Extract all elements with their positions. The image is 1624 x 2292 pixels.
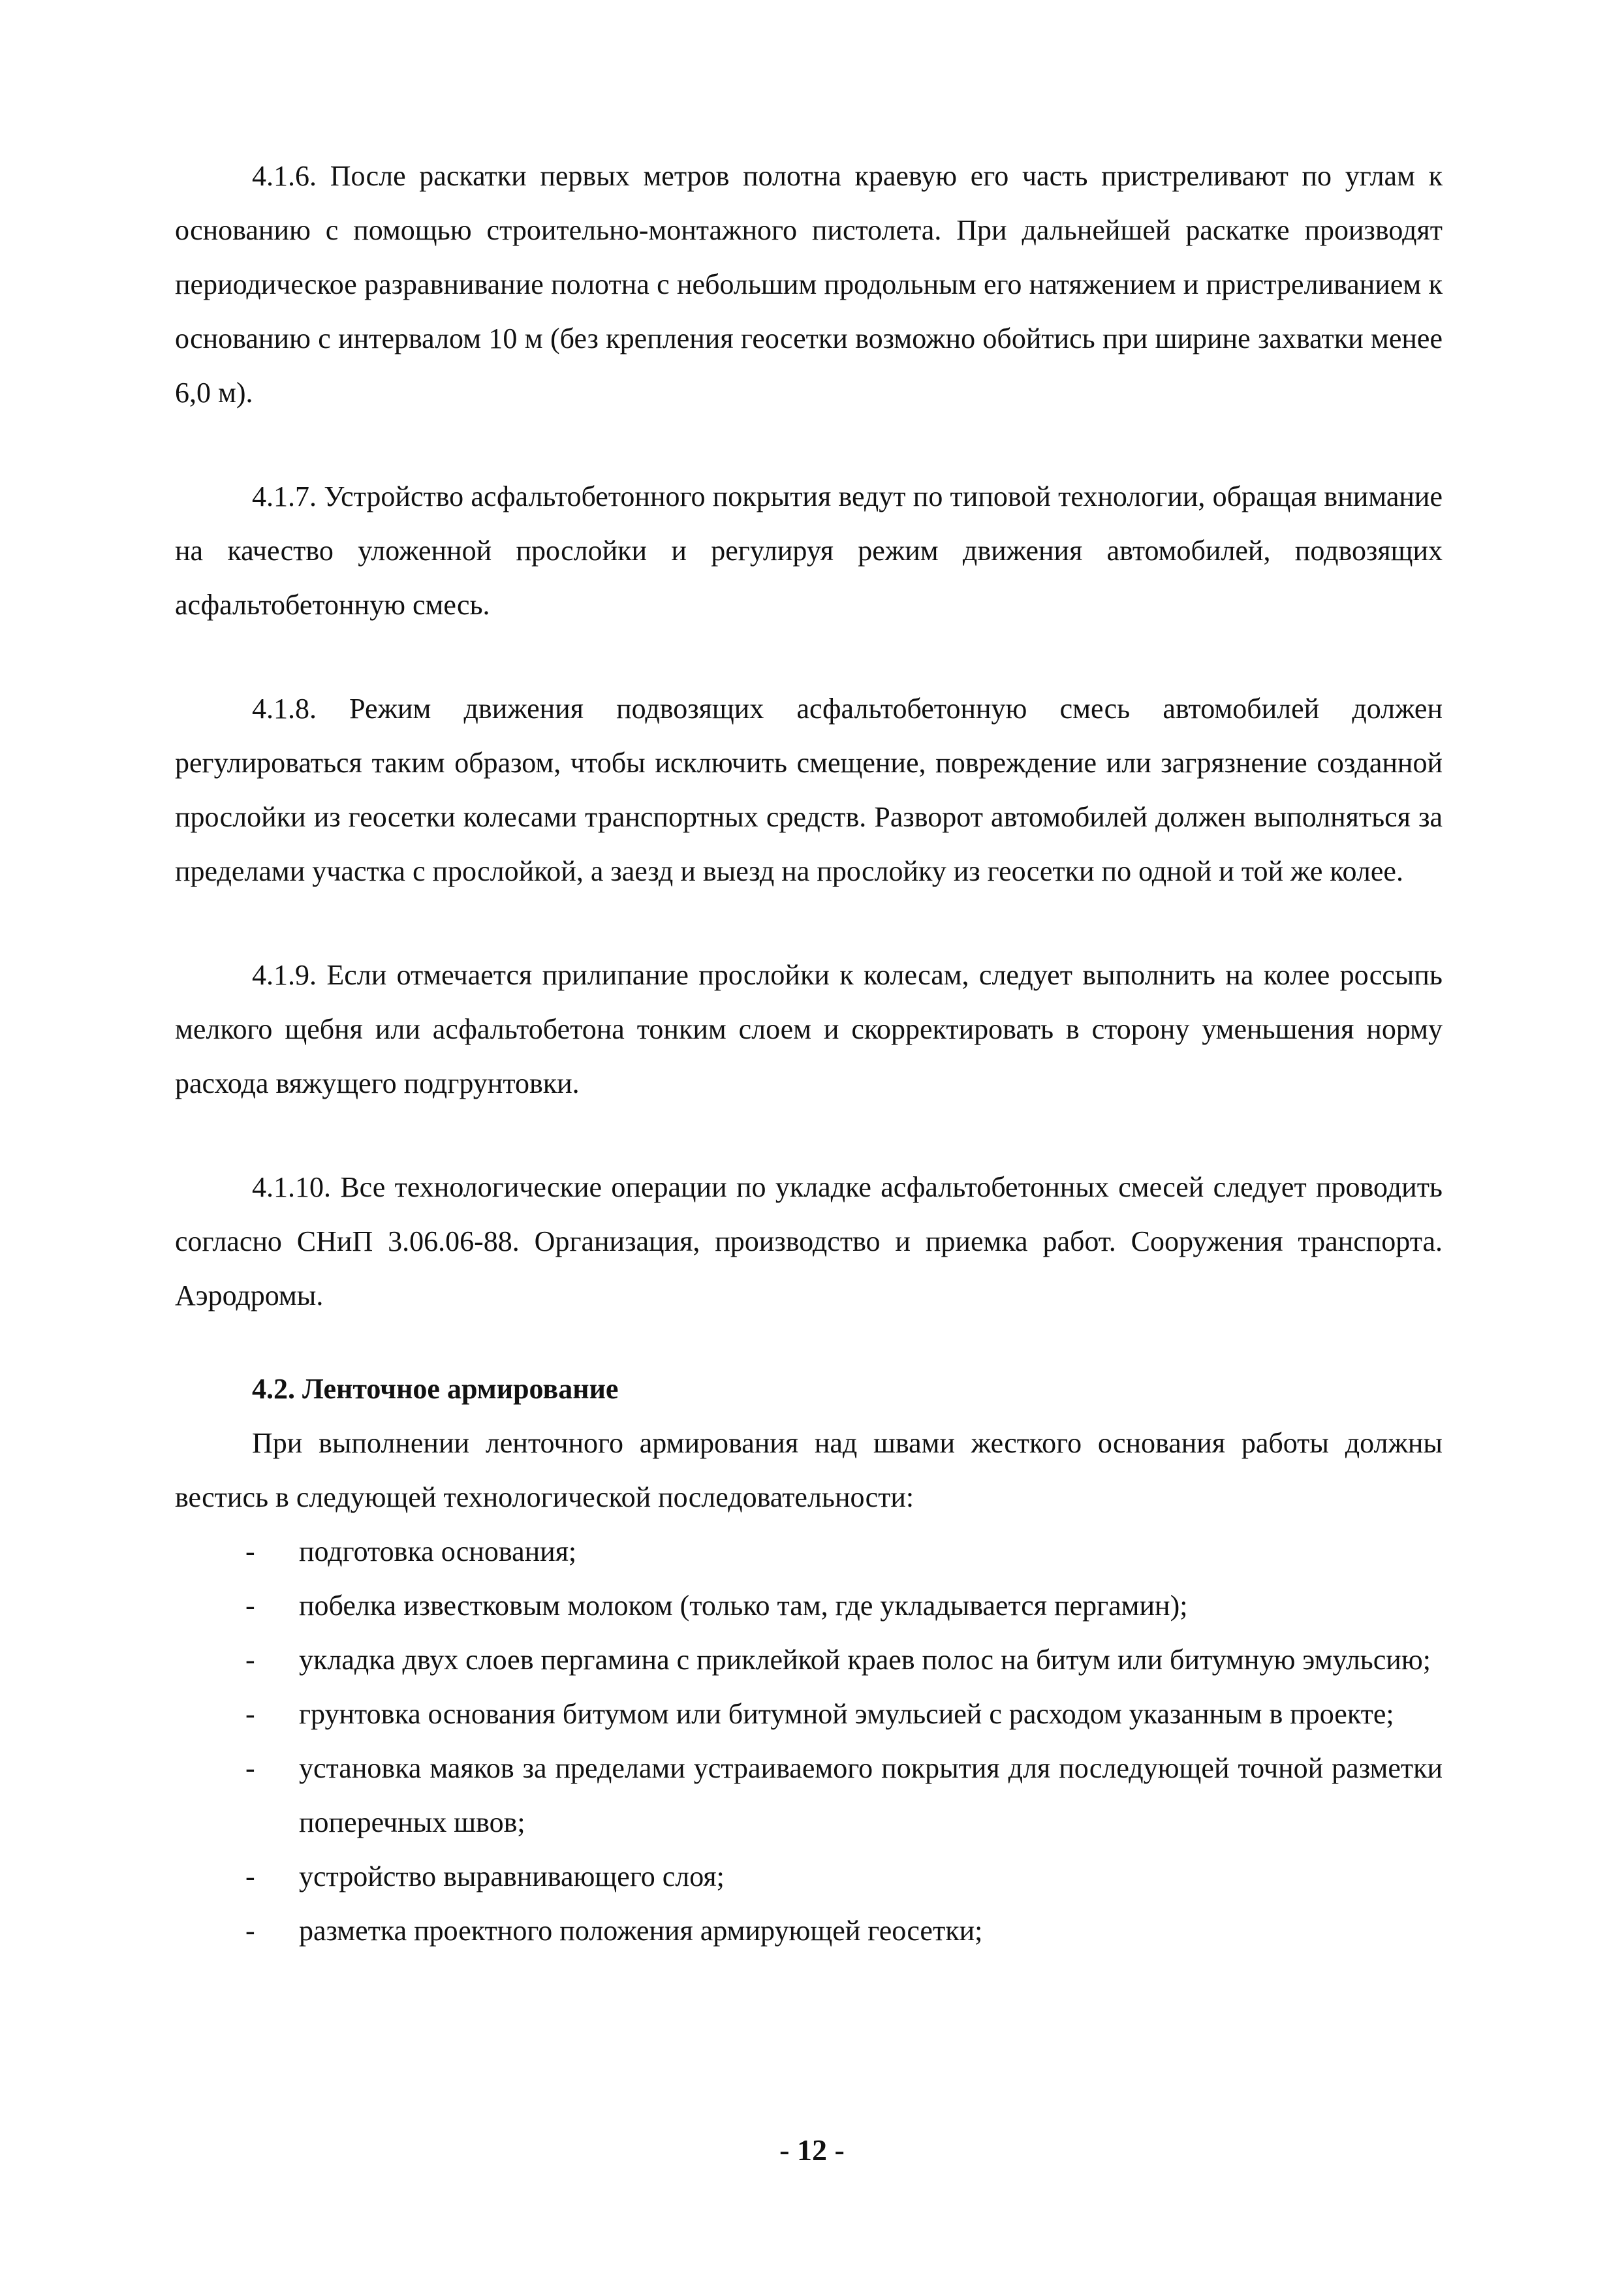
paragraph-4-1-9: 4.1.9. Если отмечается прилипание прослойки к колесам, следует выполнить на колее россыпь мелкого щебня или асфальтобетона тонким слоем и скорректировать в сторону уменьшения норму расхода вяжущего подгрунтовки. [175,959,1443,1099]
paragraph-4-1-7: 4.1.7. Устройство асфальтобетонного покрытия ведут по типовой технологии, обращая внимание на качество уложенной прослойки и регулируя режим движения автомобилей, подвозящих асфальтобетонную смесь. [175,480,1443,621]
list-item [175,1578,1443,1633]
section-intro: При выполнении ленточного армирования над швами жесткого основания работы должны вестись в следующей технологической последовательности: [175,1427,1443,1513]
list-item [175,1524,1443,1578]
paragraph-4-1-8: 4.1.8. Режим движения подвозящих асфальтобетонную смесь автомобилей должен регулироваться таким образом, чтобы исключить смещение, повреждение или загрязнение созданной прослойки из геосетки колесами транспортных средств. Разворот автомобилей должен выполняться за пределами участка с прослойкой, а заезд и выезд на прослойку из геосетки по одной и той же колее. [175,693,1443,887]
list-item [175,1741,1443,1849]
list-item-text: грунтовка основания битумом или битумной эмульсией с расходом указанным в проекте; [299,1698,1394,1730]
list-item [175,1849,1443,1904]
list-dash: - [245,1698,255,1730]
list-dash: - [245,1860,255,1892]
list-item-text: подготовка основания; [299,1535,577,1567]
list-dash: - [245,1915,255,1947]
list-dash: - [245,1644,255,1676]
list-item [175,1633,1443,1687]
list-item-text: побелка известковым молоком (только там, где укладывается пергамин); [299,1590,1188,1622]
list-item-text: разметка проектного положения армирующей геосетки; [299,1915,983,1947]
steps-list [175,1524,1443,1958]
list-item-text: установка маяков за пределами устраиваемого покрытия для последующей точной разметки поперечных швов; [299,1752,1443,1838]
list-dash: - [245,1535,255,1567]
paragraph-4-1-10: 4.1.10. Все технологические операции по укладке асфальтобетонных смесей следует проводить согласно СНиП 3.06.06-88. Организация, производство и приемка работ. Сооружения транспорта. Аэродромы. [175,1171,1443,1311]
list-item-text: устройство выравнивающего слоя; [299,1860,725,1892]
paragraph-4-1-6: 4.1.6. После раскатки первых метров полотна краевую его часть пристреливают по углам к основанию с помощью строительно-монтажного пистолета. При дальнейшей раскатке производят периодическое разравнивание полотна с небольшим продольным его натяжением и пристреливанием к основанию с интервалом 10 м (без крепления геосетки возможно обойтись при ширине захватки менее 6,0 м). [175,160,1443,409]
list-item [175,1687,1443,1741]
list-dash: - [245,1752,255,1784]
list-item-text: укладка двух слоев пергамина с приклейкой краев полос на битум или битумную эмульсию; [299,1644,1431,1676]
document-page [175,149,1443,1958]
list-item [175,1904,1443,1958]
page-number: - 12 - [779,2133,845,2167]
section-heading: 4.2. Ленточное армирование [252,1373,619,1405]
list-dash: - [245,1590,255,1622]
